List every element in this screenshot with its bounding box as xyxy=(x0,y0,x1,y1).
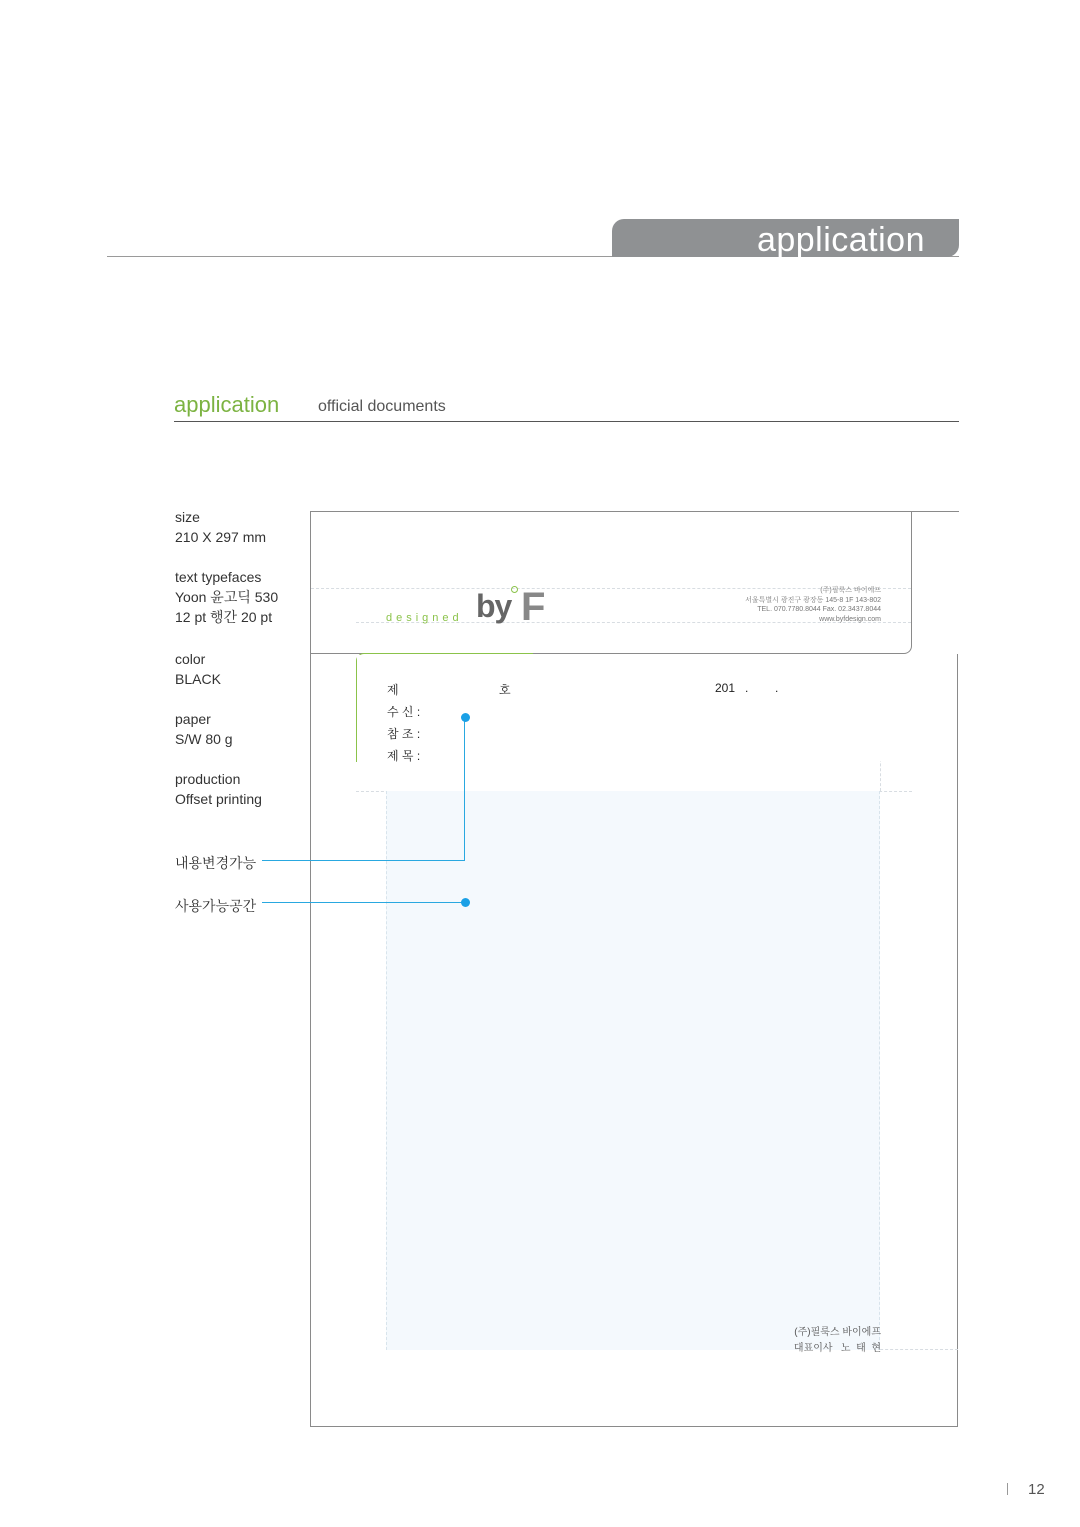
spec-size xyxy=(175,507,266,547)
spec-value: Yoon 윤고딕 530 xyxy=(175,589,279,605)
form-doc-no-suffix: 호 xyxy=(499,683,511,697)
section-subtitle: official documents xyxy=(318,398,446,415)
form-reference: 참 조 : xyxy=(387,727,421,741)
spec-value: 210 X 297 mm xyxy=(175,529,267,545)
spec-label: text typefaces xyxy=(175,569,262,585)
spec-color xyxy=(175,649,221,689)
annotation-editable: 내용변경가능 xyxy=(175,855,257,871)
form-subject: 제 목 : xyxy=(387,749,421,763)
spec-label: paper xyxy=(175,711,211,727)
annotation-usable: 사용가능공간 xyxy=(175,898,257,914)
spec-value: Offset printing xyxy=(175,791,262,807)
form-recipient: 수 신 : xyxy=(387,705,421,719)
spec-value: BLACK xyxy=(175,671,221,687)
leader-line-usable xyxy=(262,902,465,903)
signature-ceo: 대표이사 노 태 현 xyxy=(793,1343,881,1354)
page-number-divider xyxy=(1007,1483,1008,1495)
address-street: 서울특별시 광진구 광장동 145-8 1F 143-802 xyxy=(745,597,881,604)
spec-production xyxy=(175,769,262,809)
sheet-corner-mask xyxy=(912,511,960,654)
section-title: application xyxy=(174,392,280,417)
letterhead-frame xyxy=(310,511,912,654)
header-tab: application xyxy=(612,219,959,257)
spec-typefaces xyxy=(175,567,278,627)
spec-label: size xyxy=(175,509,200,525)
usable-area xyxy=(386,791,880,1350)
address-phone: TEL. 070.7780.8044 Fax. 02.3437.8044 xyxy=(757,606,881,613)
spec-value: S/W 80 g xyxy=(175,731,233,747)
address-web: www.byfdesign.com xyxy=(819,616,881,623)
spec-paper xyxy=(175,709,233,749)
leader-line-editable-vertical xyxy=(464,717,465,861)
address-company: (주)필룩스 바이에프 xyxy=(820,587,881,594)
form-date: 201 . . xyxy=(715,681,779,695)
leader-line-editable xyxy=(262,860,465,861)
logo-f: F xyxy=(521,585,546,629)
callout-dot-usable xyxy=(461,898,470,907)
page-number: 12 xyxy=(1028,1481,1045,1498)
spec-label: production xyxy=(175,771,241,787)
spec-value: 12 pt 행간 20 pt xyxy=(175,609,273,625)
signature-company: (주)필룩스 바이에프 xyxy=(794,1327,881,1338)
sheet-top-edge xyxy=(912,511,959,512)
logo-designed: designed xyxy=(386,612,463,624)
form-doc-no-label: 제 xyxy=(387,683,399,697)
section-rule xyxy=(174,421,959,422)
callout-dot-editable xyxy=(461,713,470,722)
logo-degree-mark xyxy=(511,586,518,593)
form-area xyxy=(357,655,911,761)
spec-label: color xyxy=(175,651,206,667)
logo-by: by xyxy=(476,588,512,624)
